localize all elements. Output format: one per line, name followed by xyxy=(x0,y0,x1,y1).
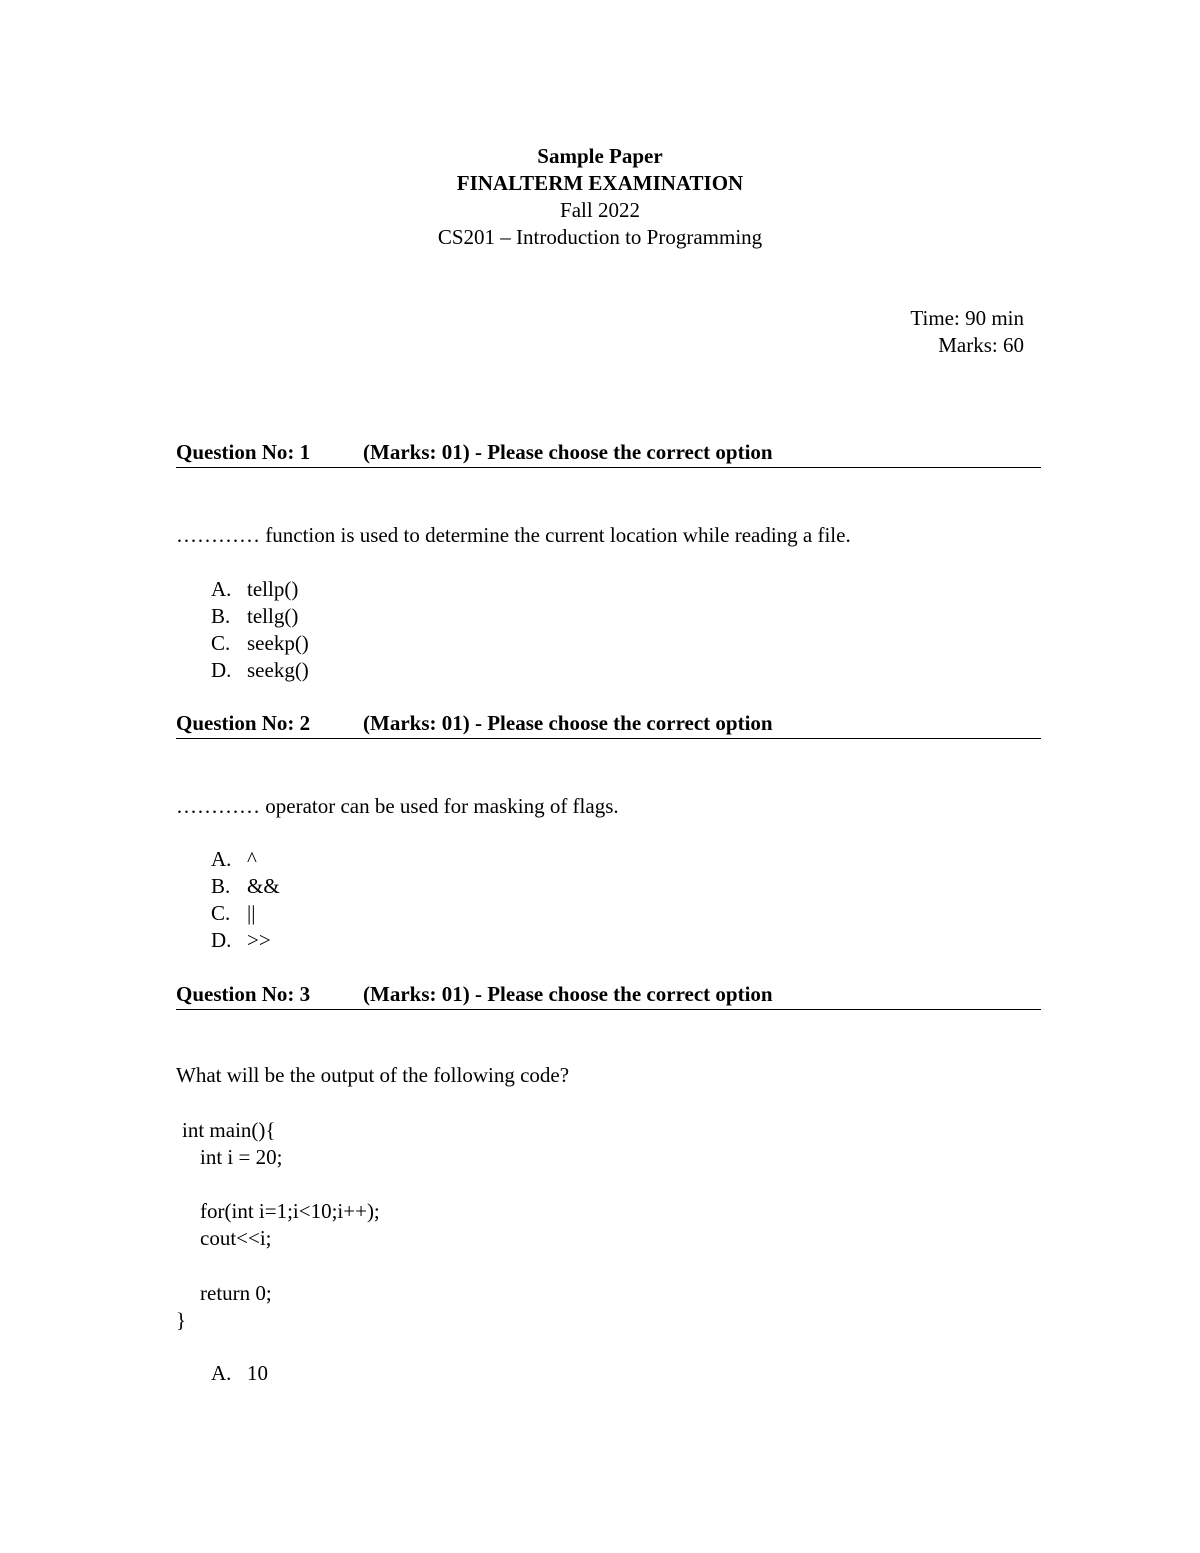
code-line: } xyxy=(176,1308,187,1332)
question-3-text: What will be the output of the following code? xyxy=(176,1063,570,1087)
question-number: Question No: 2 xyxy=(176,711,311,735)
question-1-option-c xyxy=(211,630,309,657)
code-line: return 0; xyxy=(200,1281,272,1305)
question-2-option-a xyxy=(211,846,257,873)
option-text: >> xyxy=(247,928,271,952)
question-2-header xyxy=(176,710,1041,739)
question-2-option-b xyxy=(211,873,280,900)
code-line: int i = 20; xyxy=(200,1145,283,1169)
option-text: ^ xyxy=(247,847,257,871)
question-2-option-d xyxy=(211,927,271,954)
exam-title: FINALTERM EXAMINATION xyxy=(456,171,744,195)
option-letter: C. xyxy=(211,631,231,655)
question-number: Question No: 1 xyxy=(176,440,311,464)
option-letter: A. xyxy=(211,577,232,601)
code-line: for(int i=1;i<10;i++); xyxy=(200,1199,380,1223)
question-3-option-a xyxy=(211,1360,268,1387)
option-letter: D. xyxy=(211,928,232,952)
question-1-header xyxy=(176,439,1041,468)
option-letter: A. xyxy=(211,1361,232,1385)
code-line: int main(){ xyxy=(182,1118,276,1142)
question-marks: (Marks: 01) - Please choose the correct option xyxy=(363,711,773,735)
option-text: && xyxy=(247,874,280,898)
course-title: CS201 – Introduction to Programming xyxy=(437,225,763,249)
exam-marks: Marks: 60 xyxy=(938,333,1024,357)
option-text: || xyxy=(247,901,256,925)
question-number: Question No: 3 xyxy=(176,982,311,1006)
question-1-option-a xyxy=(211,576,298,603)
option-letter: C. xyxy=(211,901,231,925)
question-marks: (Marks: 01) - Please choose the correct option xyxy=(363,440,773,464)
question-1-option-b xyxy=(211,603,298,630)
question-3-header xyxy=(176,981,1041,1010)
paper-title: Sample Paper xyxy=(537,144,663,168)
option-letter: B. xyxy=(211,604,231,628)
question-2-option-c xyxy=(211,900,255,927)
option-letter: A. xyxy=(211,847,232,871)
option-text: tellg() xyxy=(247,604,299,628)
question-marks: (Marks: 01) - Please choose the correct option xyxy=(363,982,773,1006)
option-letter: D. xyxy=(211,658,232,682)
code-line: cout<<i; xyxy=(200,1226,272,1250)
option-letter: B. xyxy=(211,874,231,898)
exam-term: Fall 2022 xyxy=(560,198,640,222)
question-1-text: ………… function is used to determine the current location while reading a file. xyxy=(176,523,851,547)
question-1-option-d xyxy=(211,657,309,684)
option-text: seekg() xyxy=(247,658,309,682)
option-text: 10 xyxy=(247,1361,268,1385)
exam-time: Time: 90 min xyxy=(910,306,1024,330)
option-text: seekp() xyxy=(247,631,309,655)
option-text: tellp() xyxy=(247,577,299,601)
question-2-text: ………… operator can be used for masking of flags. xyxy=(176,794,619,818)
